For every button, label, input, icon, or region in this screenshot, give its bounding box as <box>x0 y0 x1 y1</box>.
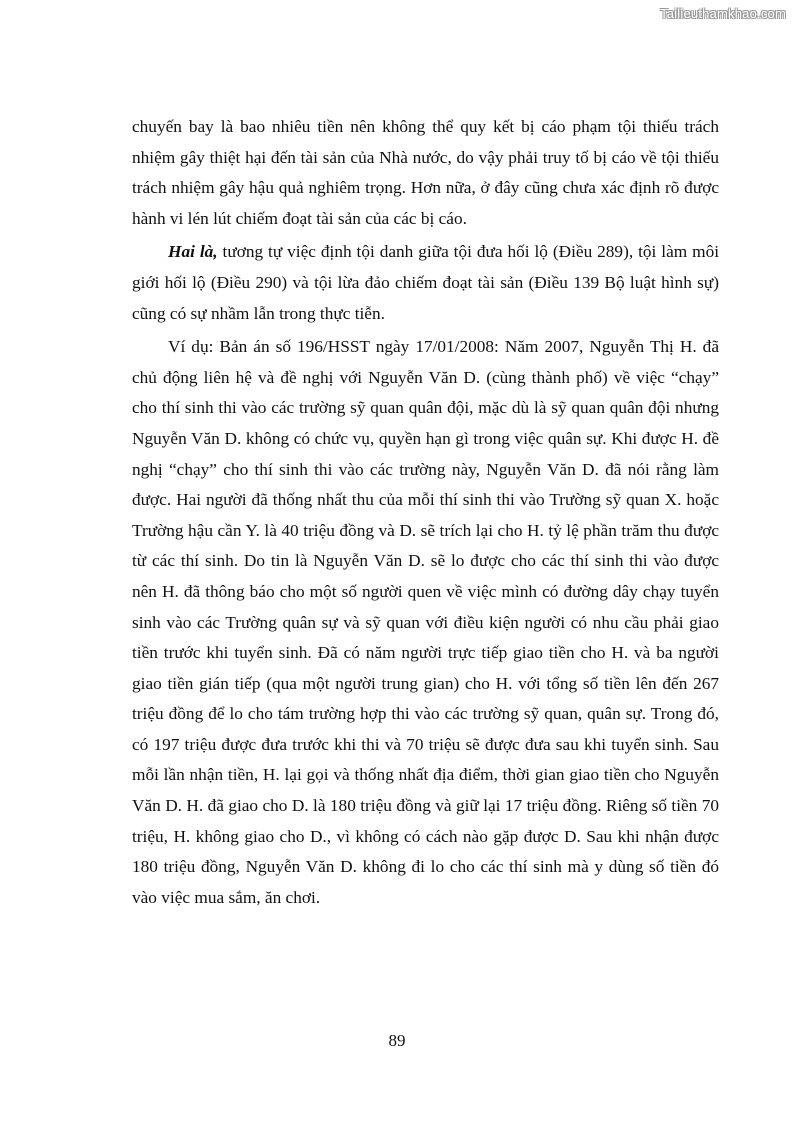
paragraph-text: tương tự việc định tội danh giữa tội đưa hối lộ (Điều 289), tội làm môi giới hối lộ (Điều 290) và tội lừa đảo chiếm đoạt tài sản (Điều 139 Bộ luật hình sự) cũng có sự nhầm lẫn trong thực tiễn. <box>132 242 720 323</box>
page-body <box>132 112 719 913</box>
paragraph-lead: Hai là, <box>168 242 218 262</box>
watermark: Tailieuthamkhao.com <box>660 6 786 21</box>
paragraph-hai-la <box>132 237 719 329</box>
paragraph-example: Ví dụ: Bản án số 196/HSST ngày 17/01/2008: Năm 2007, Nguyễn Thị H. đã chủ động liên hệ và đề nghị với Nguyễn Văn D. (cùng thành phố) về việc “chạy” cho thí sinh thi vào các trường sỹ quan quân đội, mặc dù là sỹ quan quân đội nhưng Nguyễn Văn D. không có chức vụ, quyền hạn gì trong việc quân sự. Khi được H. đề nghị “chạy” cho thí sinh thi vào các trường này, Nguyễn Văn D. đã nói rằng làm được. Hai người đã thống nhất thu của mỗi thí sinh thi vào Trường sỹ quan X. hoặc Trường hậu cần Y. là 40 triệu đồng và D. sẽ trích lại cho H. tỷ lệ phần trăm thu được từ các thí sinh. Do tin là Nguyễn Văn D. sẽ lo được cho các thí sinh thi vào được nên H. đã thông báo cho một số người quen về việc mình có đường dây chạy tuyển sinh vào các Trường quân sự và sỹ quan với điều kiện người có nhu cầu phải giao tiền trước khi tuyển sinh. Đã có năm người trực tiếp giao tiền cho H. và ba người giao tiền gián tiếp (qua một người trung gian) cho H. với tổng số tiền lên đến 267 triệu đồng để lo cho tám trường hợp thi vào các trường sỹ quan, quân sự. Trong đó, có 197 triệu được đưa trước khi thi và 70 triệu sẽ được đưa sau khi tuyển sinh. Sau mỗi lần nhận tiền, H. lại gọi và thống nhất địa điểm, thời gian giao tiền cho Nguyễn Văn D. H. đã giao cho D. là 180 triệu đồng và giữ lại 17 triệu đồng. Riêng số tiền 70 triệu, H. không giao cho D., vì không có cách nào gặp được D. Sau khi nhận được 180 triệu đồng, Nguyễn Văn D. không đi lo cho các thí sinh mà y dùng số tiền đó vào việc mua sắm, ăn chơi. <box>132 337 719 907</box>
page-number: 89 <box>388 1031 406 1050</box>
paragraph-continuation: chuyến bay là bao nhiêu tiền nên không thể quy kết bị cáo phạm tội thiếu trách nhiệm gây thiệt hại đến tài sản của Nhà nước, do vậy phải truy tố bị cáo về tội thiếu trách nhiệm gây hậu quả nghiêm trọng. Hơn nữa, ở đây cũng chưa xác định rõ được hành vi lén lút chiếm đoạt tài sản của các bị cáo. <box>132 117 719 228</box>
